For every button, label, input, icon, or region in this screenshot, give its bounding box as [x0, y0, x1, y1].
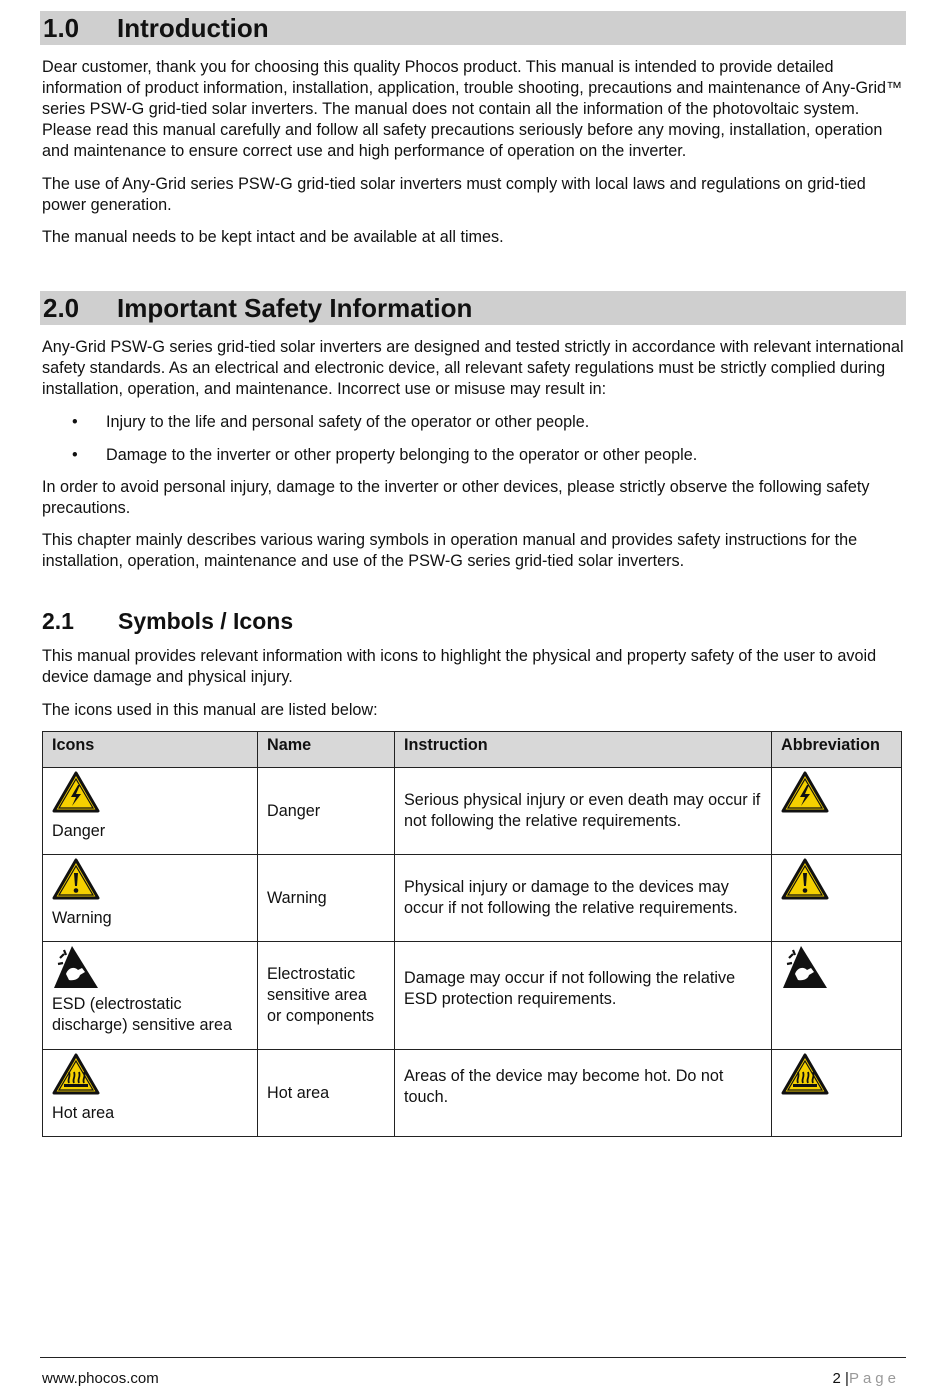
icon-cell — [43, 768, 258, 855]
icon-cell — [43, 855, 258, 942]
symbols-paragraph: This manual provides relevant information with icons to highlight the physical and property safety of the user to avoid device damage and physical injury. — [42, 647, 877, 686]
section-title: Symbols / Icons — [118, 608, 294, 634]
abbreviation-cell — [772, 855, 902, 942]
name-cell: Electrostatic sensitive area or components — [258, 942, 395, 1050]
safety-paragraph: In order to avoid personal injury, damage to the inverter or other devices, please strictly observe the following safety precautions. — [42, 478, 870, 517]
instruction-cell: Damage may occur if not following the relative ESD protection requirements. — [395, 942, 772, 1050]
symbols-paragraph: The icons used in this manual are listed below: — [42, 701, 378, 719]
icon-label: ESD (electrostatic discharge) sensitive area — [52, 995, 232, 1034]
page-number: 2 — [832, 1370, 841, 1387]
icons-table — [42, 731, 902, 1137]
column-header: Icons — [43, 732, 258, 768]
icon-label: Warning — [52, 909, 112, 927]
section-title: Introduction — [117, 13, 269, 43]
table-header-row — [43, 732, 902, 768]
icon-label: Danger — [52, 822, 106, 840]
section-title: Important Safety Information — [117, 293, 473, 323]
table-row — [43, 768, 902, 855]
intro-paragraph: The manual needs to be kept intact and be available at all times. — [42, 228, 504, 246]
section-number: 1.0 — [43, 13, 80, 43]
hot-surface-icon — [52, 1053, 248, 1095]
name-cell: Warning — [258, 855, 395, 942]
footer-page-indicator — [833, 1369, 900, 1389]
name-cell: Hot area — [258, 1050, 395, 1137]
column-header: Abbreviation — [772, 732, 902, 768]
section-heading-introduction — [40, 11, 906, 45]
instruction-cell: Physical injury or damage to the devices may occur if not following the relative requirements. — [395, 855, 772, 942]
list-item-text: Injury to the life and personal safety of the operator or other people. — [106, 413, 590, 431]
list-item-text: Damage to the inverter or other property belonging to the operator or other people. — [106, 446, 698, 464]
intro-paragraph: Dear customer, thank you for choosing this quality Phocos product. This manual is intended to provide detailed information of product information, installation, application, trouble shooting, precautions and maintenance of Any-Grid™ series PSW-G grid-tied solar inverters. The manual does not contain all the information of the photovoltaic system. Please read this manual carefully and follow all safety precautions seriously before any moving, installation, operation and maintenance to ensure correct use and high performance of operation on the inverter. — [42, 58, 903, 160]
footer-website: www.phocos.com — [42, 1370, 159, 1387]
bullet-dot: • — [72, 446, 78, 464]
table-row — [43, 1050, 902, 1137]
esd-sensitive-icon — [781, 944, 892, 988]
section-number: 2.1 — [42, 608, 74, 634]
column-header: Instruction — [395, 732, 772, 768]
abbreviation-cell — [772, 768, 902, 855]
safety-paragraph: This chapter mainly describes various waring symbols in operation manual and provides safety instructions for the installation, operation, maintenance and use of the PSW-G series grid-tied solar inverters. — [42, 531, 858, 570]
section-number: 2.0 — [43, 293, 80, 323]
bullet-dot: • — [72, 413, 78, 431]
high-voltage-warning-icon — [781, 771, 892, 813]
intro-paragraph: The use of Any-Grid series PSW-G grid-tied solar inverters must comply with local laws and regulations on grid-tied power generation. — [42, 175, 866, 214]
section-heading-safety — [40, 291, 906, 325]
instruction-cell: Areas of the device may become hot. Do not touch. — [395, 1050, 772, 1137]
table-row — [43, 942, 902, 1050]
table-row — [43, 855, 902, 942]
name-cell: Danger — [258, 768, 395, 855]
abbreviation-cell — [772, 942, 902, 1050]
page-word: Page — [848, 1370, 900, 1387]
icon-cell — [43, 942, 258, 1050]
page-separator: | — [845, 1370, 849, 1387]
exclamation-warning-icon — [52, 858, 248, 900]
high-voltage-warning-icon — [52, 771, 248, 813]
abbreviation-cell — [772, 1050, 902, 1137]
safety-intro-paragraph: Any-Grid PSW-G series grid-tied solar inverters are designed and tested strictly in accordance with relevant international safety standards. As an electrical and electronic device, all relevant safety regulations must be strictly complied during installation, operation, and maintenance. Incorrect use or misuse may result in: — [42, 338, 904, 398]
exclamation-warning-icon — [781, 858, 892, 900]
icon-cell — [43, 1050, 258, 1137]
instruction-cell: Serious physical injury or even death may occur if not following the relative requirements. — [395, 768, 772, 855]
esd-sensitive-icon — [52, 944, 248, 988]
column-header: Name — [258, 732, 395, 768]
subsection-heading-symbols — [42, 606, 293, 636]
footer-divider — [40, 1357, 906, 1358]
icon-label: Hot area — [52, 1104, 115, 1122]
hot-surface-icon — [781, 1053, 892, 1095]
